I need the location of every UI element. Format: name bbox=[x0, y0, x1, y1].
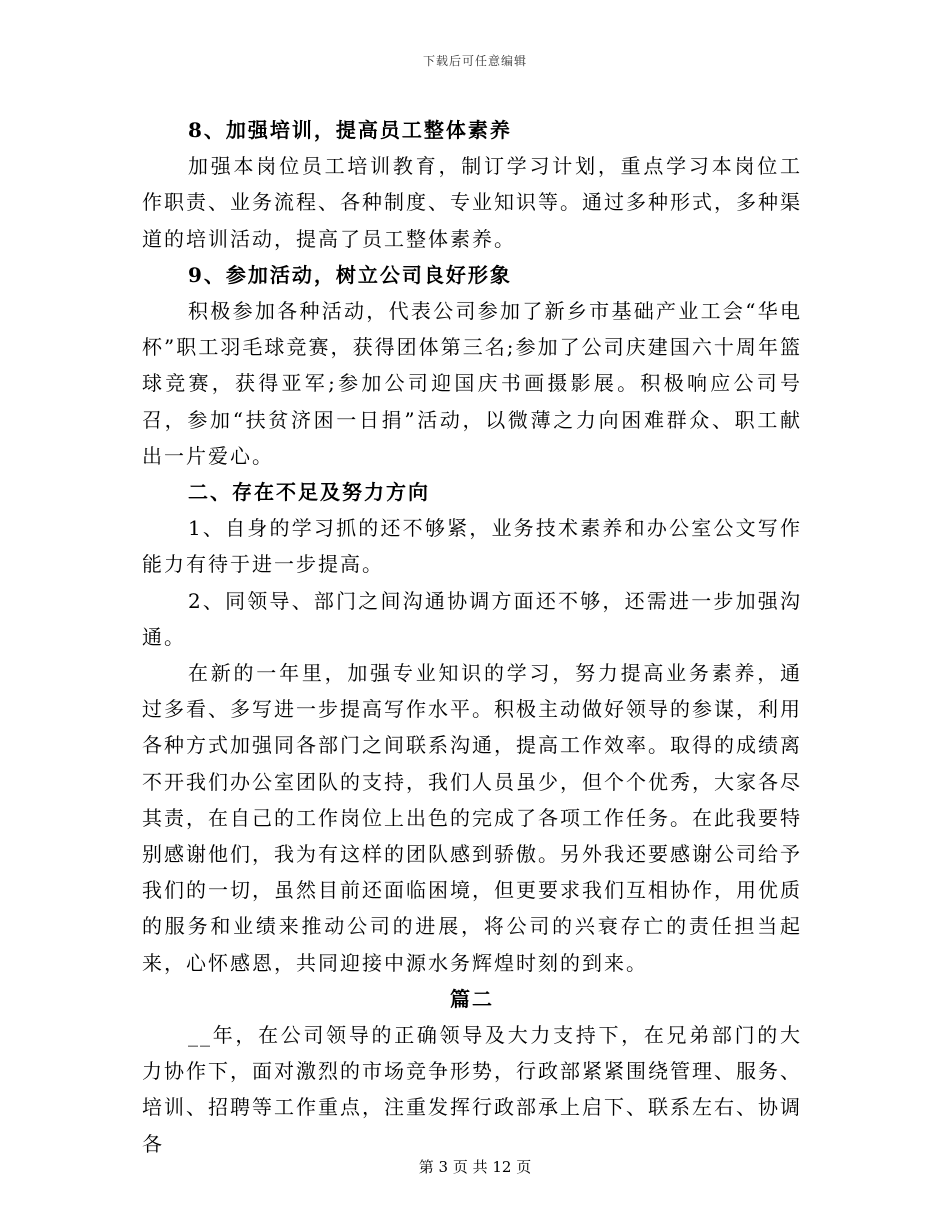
paragraph-part-two-intro: __年，在公司领导的正确领导及大力支持下，在兄弟部门的大力协作下，面对激烈的市场竞争形势，行政部紧紧围绕管理、服务、培训、招聘等工作重点，注重发挥行政部承上启下、联系左右、协调各 bbox=[142, 1023, 802, 1156]
page-header: 下载后可任意编辑 bbox=[422, 54, 527, 68]
section-heading-8: 8、加强培训，提高员工整体素养 bbox=[188, 118, 512, 142]
shortcoming-item-2: 2、同领导、部门之间沟通协调方面还不够，还需进一步加强沟通。 bbox=[142, 588, 802, 649]
section-heading-9: 9、参加活动，树立公司良好形象 bbox=[188, 262, 512, 287]
paragraph-activities: 积极参加各种活动，代表公司参加了新乡市基础产业工会“华电杯”职工羽毛球竞赛，获得团体第三名;参加了公司庆建国六十周年篮球竞赛，获得亚军;参加公司迎国庆书画摄影展。积极响应公司号召，参加“扶贫济困一日捐”活动，以微薄之力向困难群众、职工献出一片爱心。 bbox=[142, 299, 802, 468]
paragraph-closing: 在新的一年里，加强专业知识的学习，努力提高业务素养，通过多看、多写进一步提高写作水平。积极主动做好领导的参谋，利用各种方式加强同各部门之间联系沟通，提高工作效率。取得的成绩离不开我们办公室团队的支持，我们人员虽少，但个个优秀，大家各尽其责，在自己的工作岗位上出色的完成了各项工作任务。在此我要特别感谢他们，我为有这样的团队感到骄傲。另外我还要感谢公司给予我们的一切，虽然目前还面临困境，但更要求我们互相协作，用优质的服务和业绩来推动公司的进展，将公司的兴衰存亡的责任担当起来，心怀感恩，共同迎接中源水务辉煌时刻的到来。 bbox=[142, 661, 802, 975]
section-heading-shortcomings: 二、存在不足及努力方向 bbox=[188, 480, 430, 505]
document-body bbox=[142, 112, 802, 1162]
page-footer: 第 3 页 共 12 页 bbox=[418, 1158, 532, 1176]
paragraph-training: 加强本岗位员工培训教育，制订学习计划，重点学习本岗位工作职责、业务流程、各种制度、专业知识等。通过多种形式，多种渠道的培训活动，提高了员工整体素养。 bbox=[142, 154, 802, 251]
part-two-title: 篇二 bbox=[450, 986, 494, 1011]
shortcoming-item-1: 1、自身的学习抓的还不够紧，业务技术素养和办公室公文写作能力有待于进一步提高。 bbox=[142, 516, 802, 577]
